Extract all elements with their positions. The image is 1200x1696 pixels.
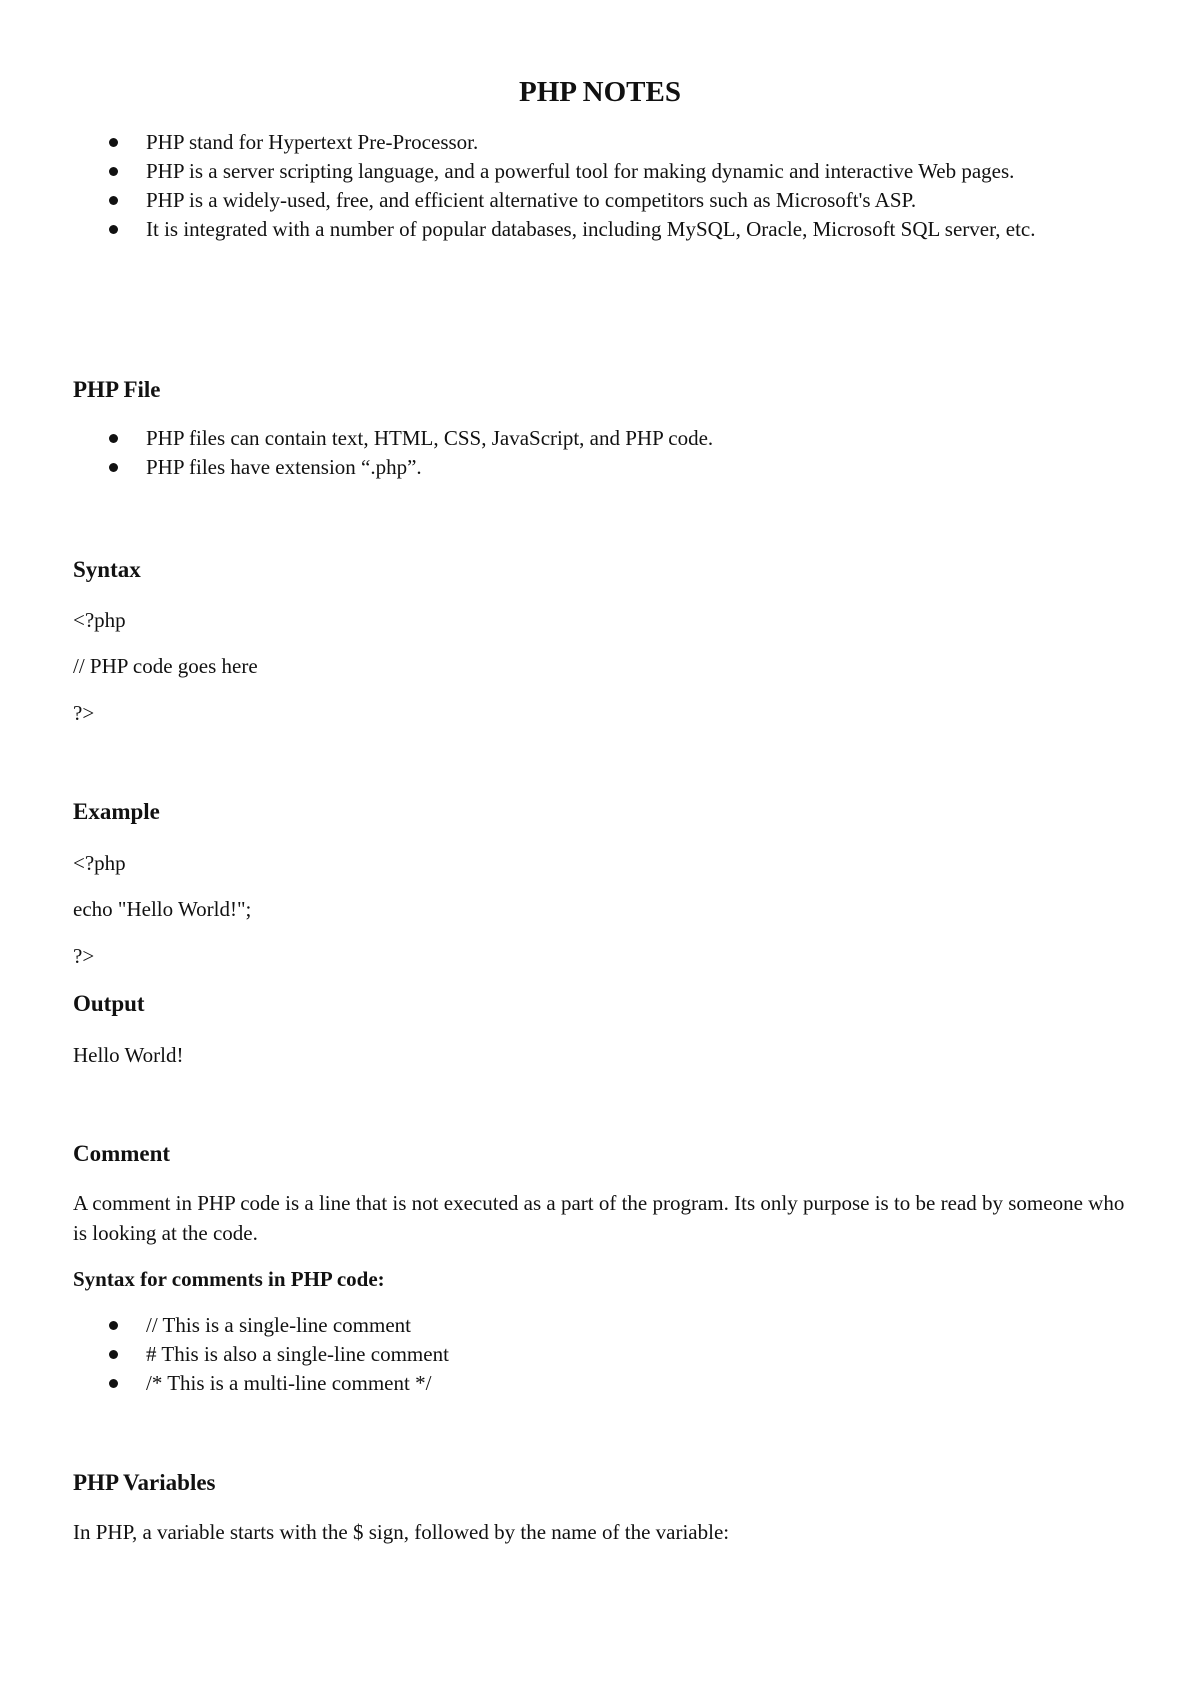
bullet-icon (109, 1350, 118, 1359)
comment-syntax-subheading: Syntax for comments in PHP code: (73, 1267, 385, 1291)
php-file-list (0, 424, 1140, 482)
php-file-heading: PHP File (73, 377, 161, 402)
bullet-icon (109, 434, 118, 443)
comment-description: A comment in PHP code is a line that is not executed as a part of the program. Its only purpose is to be read by someone who is looking at the code. (73, 1191, 1125, 1245)
output-heading: Output (73, 991, 145, 1016)
bullet-icon (109, 167, 118, 176)
list-item: PHP is a server scripting language, and a powerful tool for making dynamic and interactive Web pages. (0, 157, 1086, 186)
list-item: PHP files have extension “.php”. (0, 453, 1086, 482)
intro-list (0, 128, 1140, 244)
bullet-icon (109, 1321, 118, 1330)
bullet-icon (109, 463, 118, 472)
example-line: ?> (73, 944, 95, 968)
page-title: PHP NOTES (519, 76, 681, 108)
bullet-icon (109, 225, 118, 234)
list-item: /* This is a multi-line comment */ (0, 1369, 1086, 1398)
list-item: PHP stand for Hypertext Pre-Processor. (0, 128, 1086, 157)
output-text: Hello World! (73, 1043, 184, 1067)
example-line: echo "Hello World!"; (73, 897, 252, 921)
list-item: PHP is a widely-used, free, and efficient alternative to competitors such as Microsoft's ASP. (0, 186, 1086, 215)
example-line: <?php (73, 851, 126, 875)
comment-syntax-list (0, 1311, 1140, 1398)
php-variables-description: In PHP, a variable starts with the $ sign, followed by the name of the variable: (73, 1520, 730, 1544)
bullet-icon (109, 196, 118, 205)
list-item: PHP files can contain text, HTML, CSS, JavaScript, and PHP code. (0, 424, 1086, 453)
comment-heading: Comment (73, 1141, 171, 1166)
list-item: It is integrated with a number of popular databases, including MySQL, Oracle, Microsoft SQL server, etc. (0, 215, 1086, 244)
bullet-icon (109, 1379, 118, 1388)
list-item: # This is also a single-line comment (0, 1340, 1086, 1369)
list-item: // This is a single-line comment (0, 1311, 1086, 1340)
php-variables-heading: PHP Variables (73, 1470, 216, 1495)
syntax-line: ?> (73, 701, 95, 725)
bullet-icon (109, 138, 118, 147)
syntax-line: // PHP code goes here (73, 654, 258, 678)
syntax-heading: Syntax (73, 557, 141, 582)
syntax-line: <?php (73, 608, 126, 632)
example-heading: Example (73, 799, 160, 824)
